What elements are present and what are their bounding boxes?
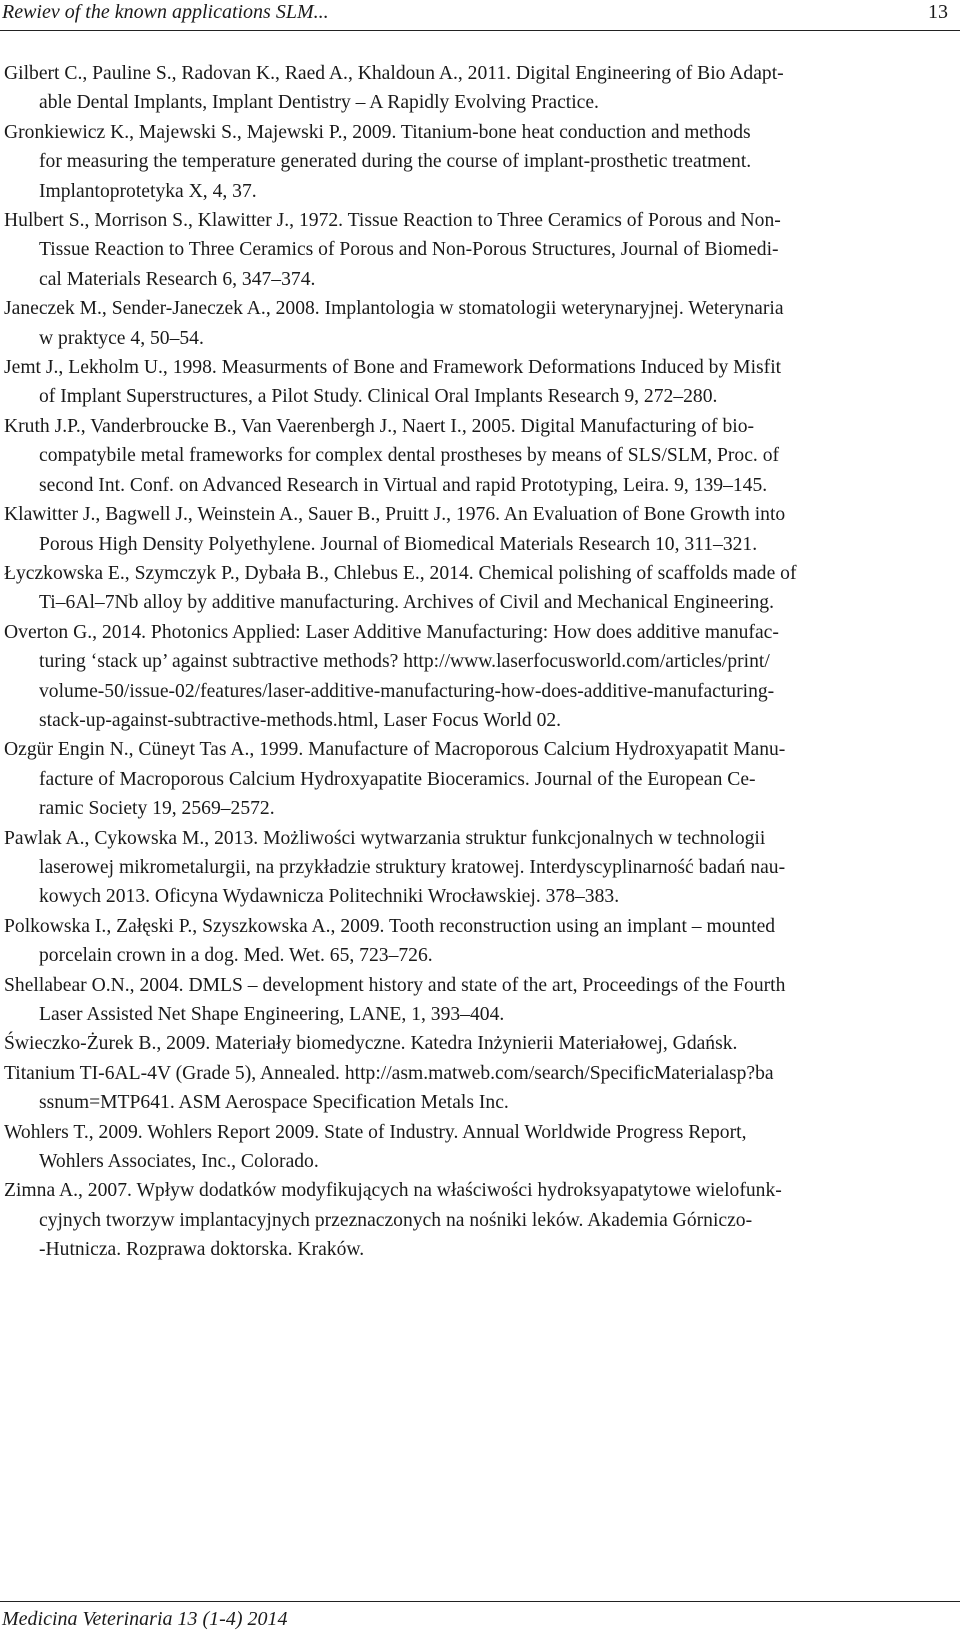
reference-entry: Polkowska I., Załęski P., Szyszkowska A., 2009. Tooth reconstruction using an implant – mounted porcelain crown in a dog. Med. Wet. 65, 723–726. [4,915,776,967]
reference-entry: Zimna A., 2007. Wpływ dodatków modyfikujących na właściwości hydroksyapatytowe wielofunk- cyjnych tworzyw implantacyjnych przeznaczonych na nośniki leków. Akademia Górniczo- -Hutnicza. Rozprawa doktorska. Kraków. [4,1180,782,1261]
reference-list [4,59,912,1265]
reference-entry: Jemt J., Lekholm U., 1998. Measurments of Bone and Framework Deformations Induced by Misfit of Implant Superstructures, a Pilot Study. Clinical Oral Implants Research 9, 272–280. [4,357,782,408]
reference-entry: Wohlers T., 2009. Wohlers Report 2009. State of Industry. Annual Worldwide Progress Report, Wohlers Associates, Inc., Colorado. [4,1121,747,1173]
reference-entry: Łyczkowska E., Szymczyk P., Dybała B., Chlebus E., 2014. Chemical polishing of scaffolds made of Ti–6Al–7Nb alloy by additive manufacturing. Archives of Civil and Mechanical Engineering. [4,562,797,614]
reference-entry: Overton G., 2014. Photonics Applied: Laser Additive Manufacturing: How does additive manufac- turing ‘stack up’ against subtractive methods? http://www.laserfocusworld.com/articles/print/ volume-50/issue-02/features/laser-additive-manufacturing-how-does-additive-manufacturing- stack-up-against-subtractive-methods.html, Laser Focus World 02. [4,621,779,731]
reference-entry: Świeczko-Żurek B., 2009. Materiały biomedyczne. Katedra Inżynierii Materiałowej, Gdańsk. [4,1033,738,1055]
reference-entry: Pawlak A., Cykowska M., 2013. Możliwości wytwarzania struktur funkcjonalnych w technologii laserowej mikrometalurgii, na przykładzie struktury kratowej. Interdyscyplinarność badań nau- kowych 2013. Oficyna Wydawnicza Politechniki Wrocławskiej. 378–383. [4,827,786,908]
reference-entry: Shellabear O.N., 2004. DMLS – development history and state of the art, Proceedings of the Fourth Laser Assisted Net Shape Engineering, LANE, 1, 393–404. [4,974,786,1025]
reference-entry: Klawitter J., Bagwell J., Weinstein A., Sauer B., Pruitt J., 1976. An Evaluation of Bone Growth into Porous High Density Polyethylene. Journal of Biomedical Materials Research 10, 311–321. [4,504,786,555]
page-footer [0,1601,960,1630]
reference-entry: Hulbert S., Morrison S., Klawitter J., 1972. Tissue Reaction to Three Ceramics of Porous and Non- Tissue Reaction to Three Ceramics of Porous and Non-Porous Structures, Journal of Biomedi- cal Materials Research 6, 347–374. [4,210,781,290]
reference-entry: Kruth J.P., Vanderbroucke B., Van Vaerenbergh J., Naert I., 2005. Digital Manufacturing of bio- compatybile metal frameworks for complex dental prostheses by means of SLS/SLM, Proc. of second Int. Conf. on Advanced Research in Virtual and rapid Prototyping, Leira. 9, 139–145. [4,415,780,496]
reference-entry: Ozgür Engin N., Cüneyt Tas A., 1999. Manufacture of Macroporous Calcium Hydroxyapatit Manu- facture of Macroporous Calcium Hydroxyapatite Bioceramics. Journal of the European Ce- ramic Society 19, 2569–2572. [4,739,786,820]
page-number: 13 [928,1,948,23]
page-header [0,0,960,31]
reference-entry: Gronkiewicz K., Majewski S., Majewski P., 2009. Titanium-bone heat conduction and methods for measuring the temperature generated during the course of implant-prosthetic treatment. Implantoprotetyka X, 4, 37. [4,121,752,202]
journal-citation: Medicina Veterinaria 13 (1-4) 2014 [2,1608,288,1630]
reference-entry: Titanium TI-6AL-4V (Grade 5), Annealed. http://asm.matweb.com/search/SpecificMaterialasp?ba ssnum=MTP641. ASM Aerospace Specification Metals Inc. [4,1062,774,1114]
reference-entry: Janeczek M., Sender-Janeczek A., 2008. Implantologia w stomatologii weterynaryjnej. Weterynaria w praktyce 4, 50–54. [4,298,784,349]
running-title: Rewiev of the known applications SLM... [2,1,329,23]
reference-entry: Gilbert C., Pauline S., Radovan K., Raed A., Khaldoun A., 2011. Digital Engineering of Bio Adapt- able Dental Implants, Implant Dentistry – A Rapidly Evolving Practice. [4,63,784,114]
